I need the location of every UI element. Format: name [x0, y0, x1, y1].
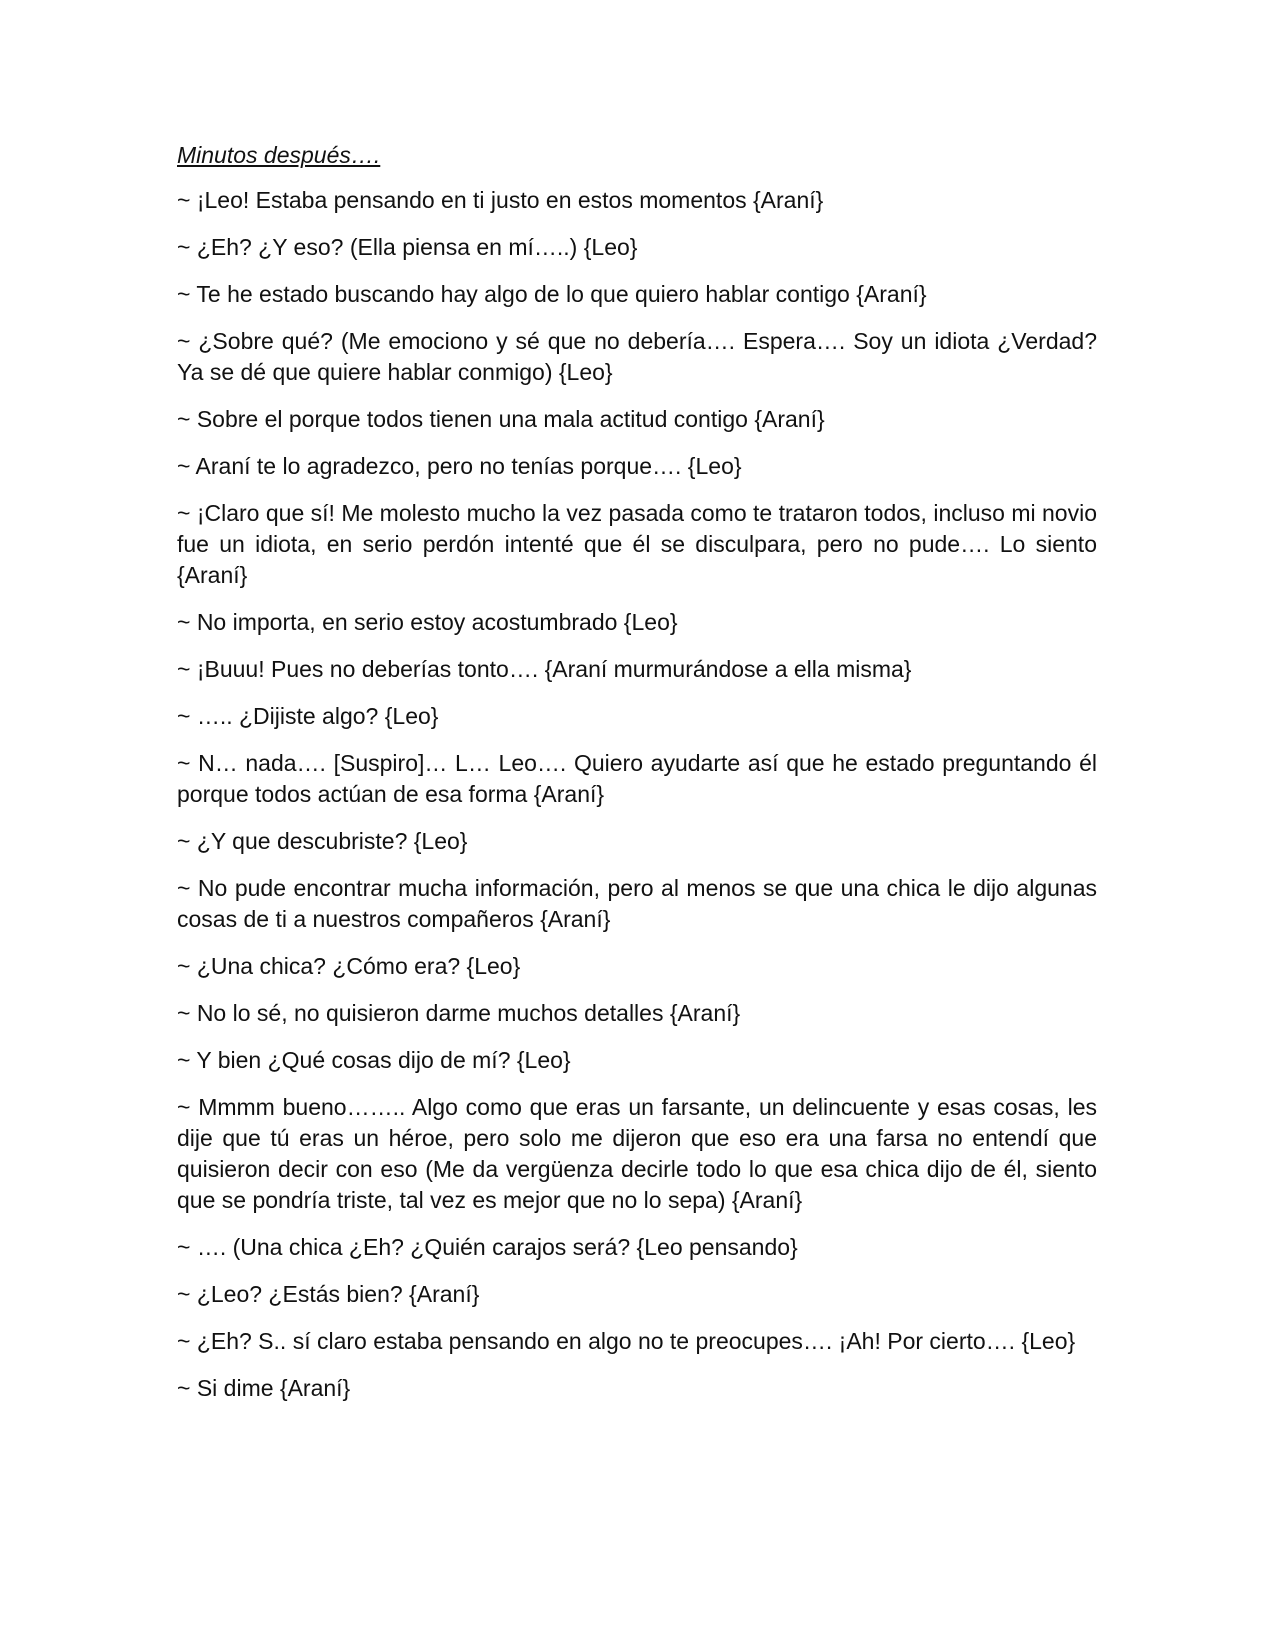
- dialogue-line: ~ Y bien ¿Qué cosas dijo de mí? {Leo}: [177, 1047, 571, 1073]
- dialogue-line: ~ ¿Y que descubriste? {Leo}: [177, 828, 468, 854]
- dialogue-line: ~ No importa, en serio estoy acostumbrado {Leo}: [177, 609, 678, 635]
- dialogue-line: ~ ¿Leo? ¿Estás bien? {Araní}: [177, 1281, 480, 1307]
- dialogue-line: ~ …. (Una chica ¿Eh? ¿Quién carajos será? {Leo pensando}: [177, 1234, 798, 1260]
- dialogue-line: ~ Araní te lo agradezco, pero no tenías porque…. {Leo}: [177, 453, 742, 479]
- dialogue-line: ~ ¡Leo! Estaba pensando en ti justo en estos momentos {Araní}: [177, 187, 824, 213]
- dialogue-line: ~ Te he estado buscando hay algo de lo que quiero hablar contigo {Araní}: [177, 281, 927, 307]
- dialogue-line: ~ ¿Eh? ¿Y eso? (Ella piensa en mí…..) {Leo}: [177, 234, 638, 260]
- dialogue-line: ~ ¿Sobre qué? (Me emociono y sé que no debería…. Espera…. Soy un idiota ¿Verdad? Ya se dé que quiere hablar conmigo) {Leo}: [177, 328, 1097, 385]
- dialogue-line: ~ No lo sé, no quisieron darme muchos detalles {Araní}: [177, 1000, 741, 1026]
- dialogue-line: ~ ¡Buuu! Pues no deberías tonto…. {Araní murmurándose a ella misma}: [177, 656, 912, 682]
- dialogue-line: ~ ¿Una chica? ¿Cómo era? {Leo}: [177, 953, 521, 979]
- section-heading: Minutos después….: [177, 142, 381, 168]
- dialogue-line: ~ N… nada…. [Suspiro]… L… Leo…. Quiero ayudarte así que he estado preguntando él porque todos actúan de esa forma {Araní}: [177, 750, 1097, 807]
- dialogue-line: ~ ….. ¿Dijiste algo? {Leo}: [177, 703, 439, 729]
- dialogue-line: ~ ¡Claro que sí! Me molesto mucho la vez pasada como te trataron todos, incluso mi novio fue un idiota, en serio perdón intenté que él se disculpara, pero no pude…. Lo siento {Araní}: [177, 500, 1097, 588]
- dialogue-line: ~ Mmmm bueno…….. Algo como que eras un farsante, un delincuente y esas cosas, les dije que tú eras un héroe, pero solo me dijeron que eso era una farsa no entendí que quisieron decir con eso (Me da vergüenza decirle todo lo que esa chica dijo de él, siento que se pondría triste, tal vez es mejor que no lo sepa) {Araní}: [177, 1094, 1097, 1213]
- dialogue-line: ~ No pude encontrar mucha información, pero al menos se que una chica le dijo algunas cosas de ti a nuestros compañeros {Araní}: [177, 875, 1097, 932]
- dialogue-line: ~ Sobre el porque todos tienen una mala actitud contigo {Araní}: [177, 406, 825, 432]
- dialogue-line: ~ Si dime {Araní}: [177, 1375, 351, 1401]
- document-body: [177, 140, 1097, 1420]
- dialogue-line: ~ ¿Eh? S.. sí claro estaba pensando en algo no te preocupes…. ¡Ah! Por cierto…. {Leo}: [177, 1328, 1076, 1354]
